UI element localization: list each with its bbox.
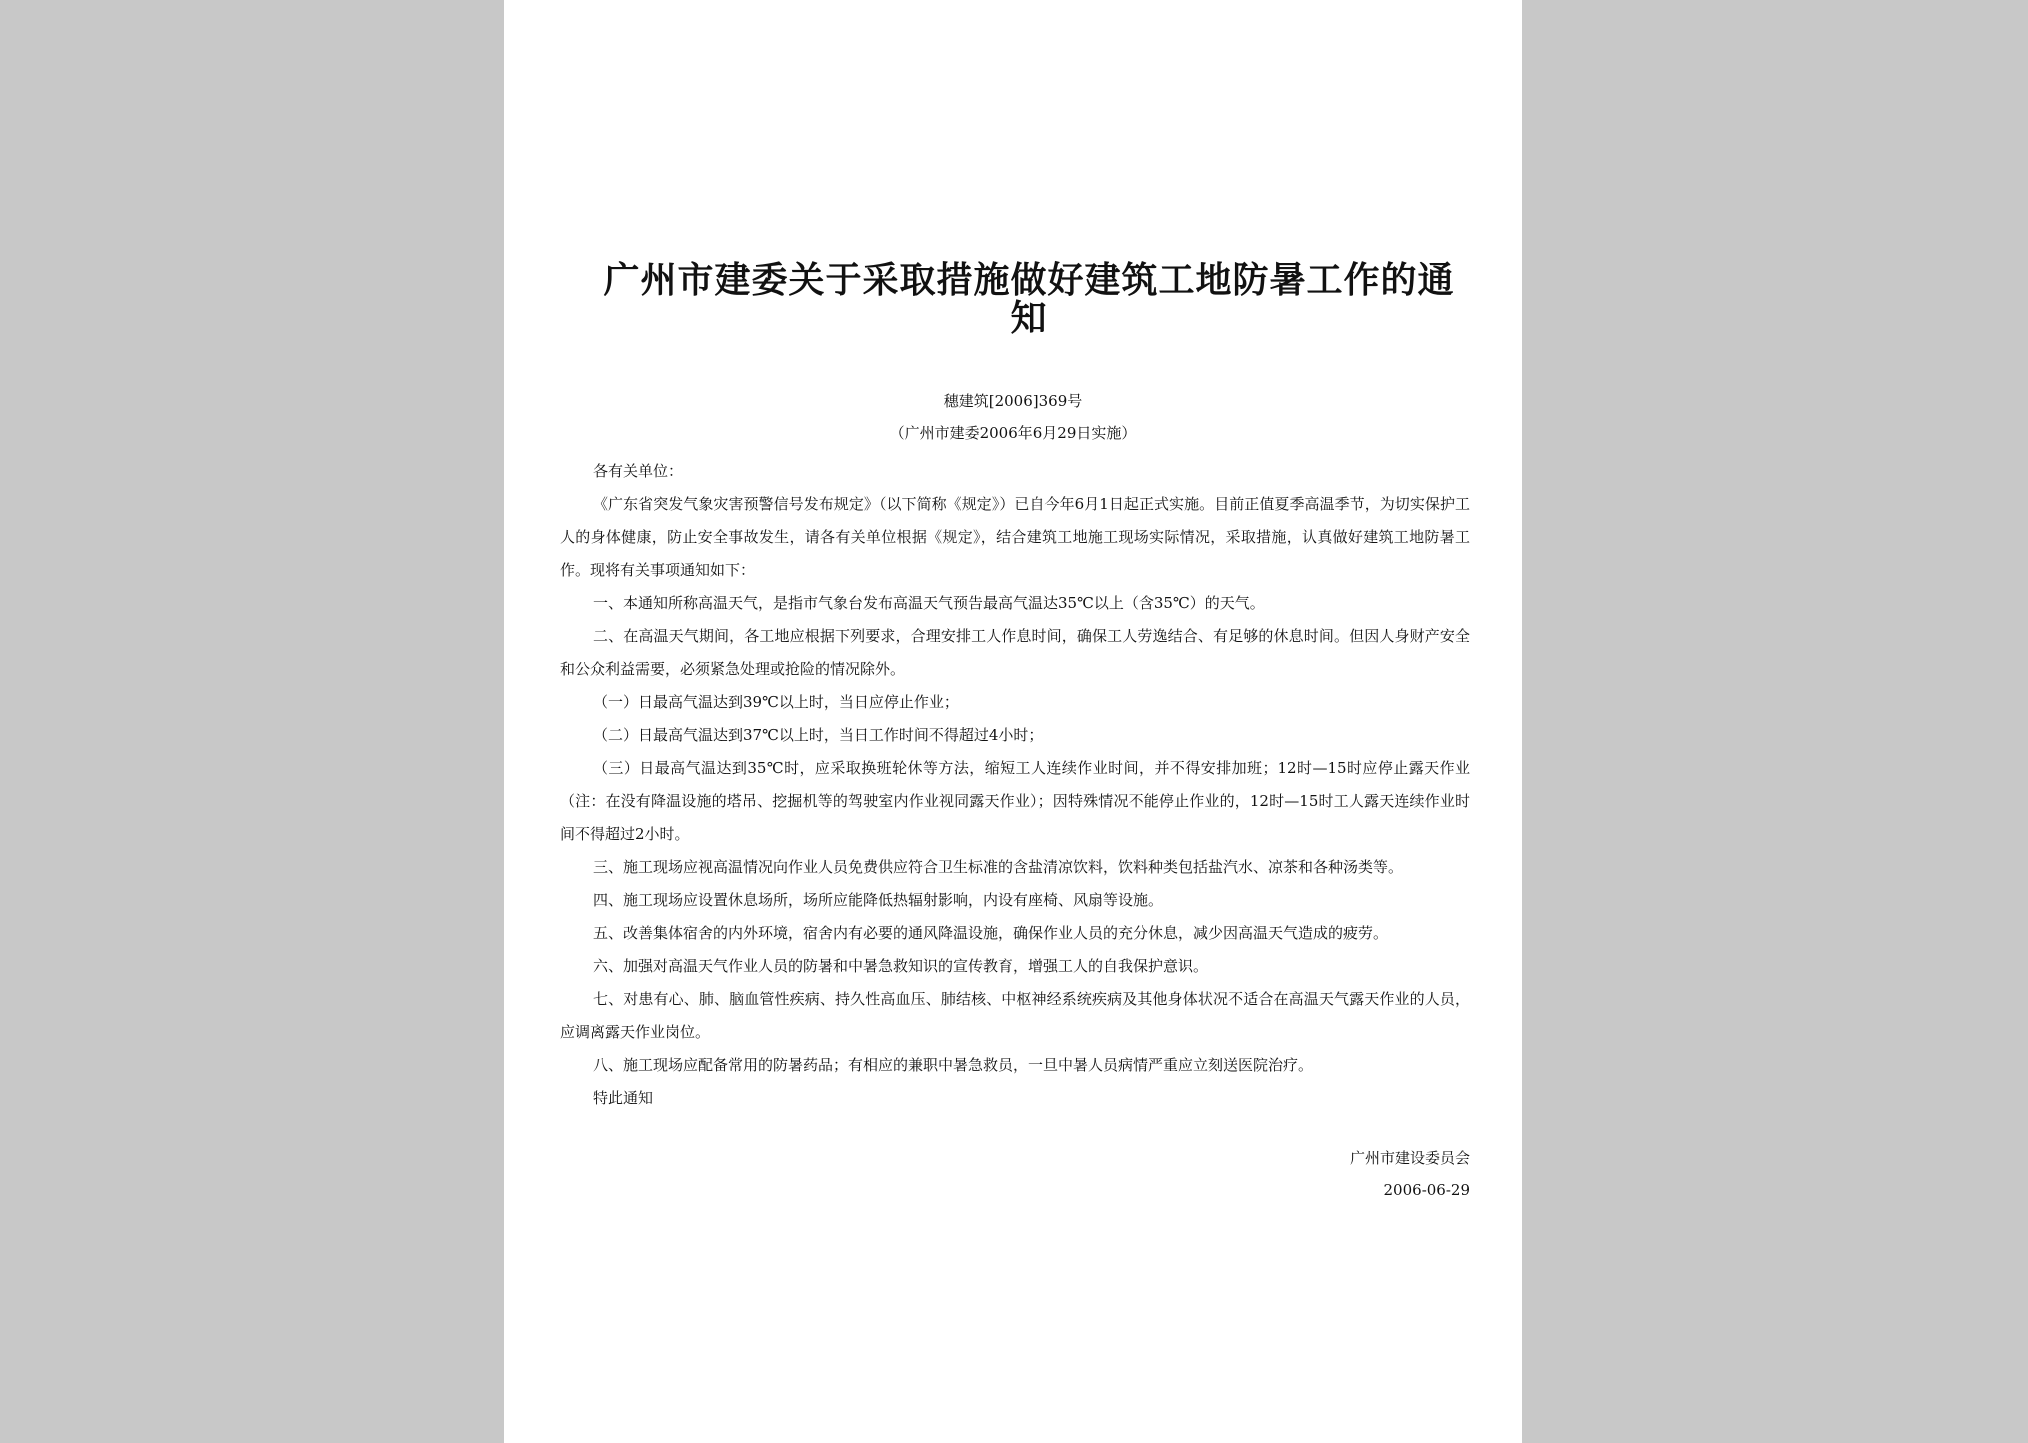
paragraph-sub-3: （三）日最高气温达到35℃时，应采取换班轮休等方法，缩短工人连续作业时间，并不得安排加班；12时—15时应停止露天作业（注：在没有降温设施的塔吊、挖掘机等的驾驶室内作业视同露天作业）；因特殊情况不能停止作业的，12时—15时工人露天连续作业时间不得超过2小时。 — [560, 759, 1470, 843]
paragraph-item-1: 一、本通知所称高温天气，是指市气象台发布高温天气预告最高气温达35℃以上（含35℃）的天气。 — [593, 594, 1265, 612]
paragraph-intro: 《广东省突发气象灾害预警信号发布规定》（以下简称《规定》）已自今年6月1日起正式实施。目前正值夏季高温季节，为切实保护工人的身体健康，防止安全事故发生，请各有关单位根据《规定》，结合建筑工地施工现场实际情况，采取措施，认真做好建筑工地防暑工作。现将有关事项通知如下： — [560, 495, 1470, 579]
paragraph-item-2: 二、在高温天气期间，各工地应根据下列要求，合理安排工人作息时间，确保工人劳逸结合、有足够的休息时间。但因人身财产安全和公众利益需要，必须紧急处理或抢险的情况除外。 — [560, 627, 1470, 678]
paragraph-item-4: 四、施工现场应设置休息场所，场所应能降低热辐射影响，内设有座椅、风扇等设施。 — [593, 891, 1164, 909]
paragraph-item-5: 五、改善集体宿舍的内外环境，宿舍内有必要的通风降温设施，确保作业人员的充分休息，减少因高温天气造成的疲劳。 — [593, 924, 1389, 942]
paragraph-item-8: 八、施工现场应配备常用的防暑药品；有相应的兼职中暑急救员，一旦中暑人员病情严重应立刻送医院治疗。 — [593, 1056, 1314, 1074]
signature-organization: 广州市建设委员会 — [1349, 1149, 1470, 1167]
paragraph-item-7: 七、对患有心、肺、脑血管性疾病、持久性高血压、肺结核、中枢神经系统疾病及其他身体状况不适合在高温天气露天作业的人员，应调离露天作业岗位。 — [560, 990, 1470, 1041]
document-body — [560, 455, 1470, 1115]
effective-date-note: （广州市建委2006年6月29日实施） — [889, 424, 1137, 442]
document-title: 广州市建委关于采取措施做好建筑工地防暑工作的通知 — [603, 260, 1455, 339]
document-page — [504, 0, 1522, 1443]
paragraph-sub-1: （一）日最高气温达到39℃以上时，当日应停止作业； — [593, 693, 959, 711]
salutation: 各有关单位： — [593, 462, 684, 480]
signature-date: 2006-06-29 — [1383, 1181, 1470, 1199]
paragraph-item-6: 六、加强对高温天气作业人员的防暑和中暑急救知识的宣传教育，增强工人的自我保护意识。 — [593, 957, 1209, 975]
closing-line: 特此通知 — [593, 1089, 654, 1107]
document-number: 穗建筑[2006]369号 — [943, 392, 1083, 410]
paragraph-item-3: 三、施工现场应视高温情况向作业人员免费供应符合卫生标准的含盐清凉饮料，饮料种类包括盐汽水、凉茶和各种汤类等。 — [593, 858, 1404, 876]
paragraph-sub-2: （二）日最高气温达到37℃以上时，当日工作时间不得超过4小时； — [593, 726, 1044, 744]
